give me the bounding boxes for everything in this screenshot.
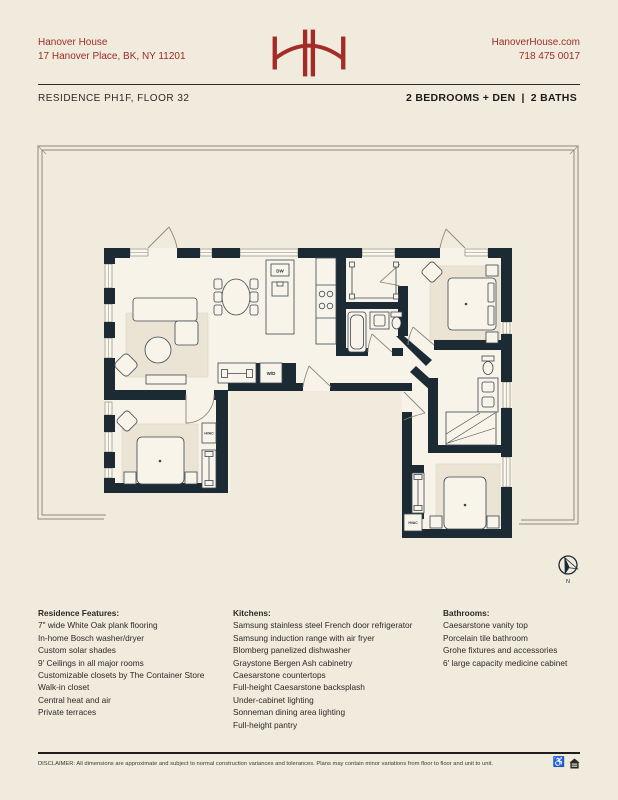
feature-item: Walk-in closet xyxy=(38,682,90,693)
terrace-door-right xyxy=(440,229,465,248)
feature-item: Central heat and air xyxy=(38,694,111,705)
kitchens-title: Kitchens: xyxy=(233,608,271,618)
feature-item: Full-height Caesarstone backsplash xyxy=(233,682,365,693)
feature-item: Sonneman dining area lighting xyxy=(233,707,346,718)
kitchens-column xyxy=(233,607,438,731)
accessibility-icon: ♿ xyxy=(552,757,565,768)
toilet-2-tank xyxy=(482,356,494,361)
feature-item: Custom solar shades xyxy=(38,645,116,656)
feature-item: Graystone Bergen Ash cabinetry xyxy=(233,657,353,668)
residence-features-title: Residence Features: xyxy=(38,608,120,618)
dining-table xyxy=(222,279,250,315)
website: HanoverHouse.com xyxy=(491,37,580,48)
compass-rose xyxy=(558,554,577,585)
residence-features-column xyxy=(38,607,228,719)
feature-item: Caesarstone vanity top xyxy=(443,620,528,631)
feature-item: Under-cabinet lighting xyxy=(233,694,314,705)
feature-item: In-home Bosch washer/dryer xyxy=(38,632,145,643)
island-faucet xyxy=(277,282,283,286)
nightstand xyxy=(430,516,442,528)
feature-item: Caesarstone countertops xyxy=(233,670,326,681)
feature-item: Samsung stainless steel French door refrigerator xyxy=(233,620,413,631)
dishwasher-label: DW xyxy=(276,268,284,274)
terrace-door-left xyxy=(148,227,177,248)
chaise xyxy=(175,321,198,345)
toilet-2-bowl xyxy=(483,362,493,375)
bathrooms-title: Bathrooms: xyxy=(443,608,490,618)
disclaimer-text: DISCLAIMER: All dimensions are approximate and subject to normal construction variances and tolerances. Plans may contain minor variations from floor to floor and unit to unit. xyxy=(38,761,493,767)
spec-separator: | xyxy=(521,92,525,104)
feature-item: 6' large capacity medicine cabinet xyxy=(443,657,568,668)
nightstand xyxy=(487,516,499,528)
compass-north-label: N xyxy=(566,579,570,585)
feature-item: Porcelain tile bathroom xyxy=(443,632,528,643)
toilet-1-bowl xyxy=(392,317,401,329)
footer-icons xyxy=(553,757,580,769)
nightstand xyxy=(486,332,498,343)
feature-item: Private terraces xyxy=(38,707,97,718)
residence-label: RESIDENCE PH1F, FLOOR 32 xyxy=(38,93,190,104)
equal-housing-icon xyxy=(569,758,580,769)
hvac-left-label: HVAC xyxy=(204,431,214,436)
building-address: 17 Hanover Place, BK, NY 11201 xyxy=(38,51,186,62)
toilet-1-tank xyxy=(391,312,402,317)
sofa xyxy=(133,298,197,321)
nightstand xyxy=(185,472,197,484)
feature-item: 7" wide White Oak plank flooring xyxy=(38,620,158,631)
nightstand xyxy=(486,265,498,276)
bathrooms-column xyxy=(443,607,603,669)
feature-item: Blomberg panelized dishwasher xyxy=(233,645,351,656)
spec-baths: 2 BATHS xyxy=(530,92,577,104)
console-table xyxy=(146,375,186,384)
feature-item: Samsung induction range with air fryer xyxy=(233,632,375,643)
den-bed xyxy=(444,477,486,529)
nightstand xyxy=(124,472,136,484)
feature-item: 9' Ceilings in all major rooms xyxy=(38,657,144,668)
building-name: Hanover House xyxy=(38,37,108,48)
feature-item: Customizable closets by The Container Store xyxy=(38,670,205,681)
kitchen-counter xyxy=(316,258,336,344)
feature-item: Full-height pantry xyxy=(233,719,298,730)
hvac-right-label: HVAC xyxy=(408,521,418,525)
phone: 718 475 0017 xyxy=(518,51,580,62)
footer-divider xyxy=(38,752,580,754)
vanity-1 xyxy=(370,312,389,329)
coffee-table xyxy=(145,337,171,363)
washer-dryer-label: W/D xyxy=(266,371,276,376)
spec-bedrooms: 2 BEDROOMS + DEN xyxy=(405,92,516,104)
feature-item: Grohe fixtures and accessories xyxy=(443,645,558,656)
